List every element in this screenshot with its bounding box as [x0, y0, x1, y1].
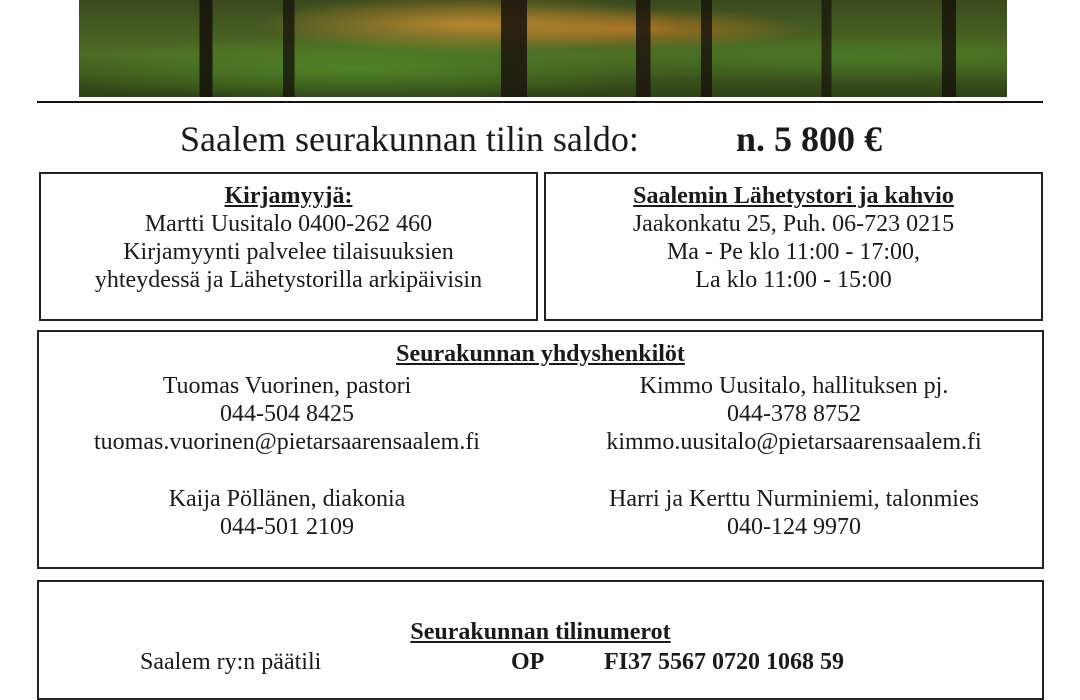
account-name: Saalem ry:n päätili	[140, 649, 322, 675]
contact-person	[57, 372, 517, 456]
contact-phone: 040-124 9970	[727, 514, 861, 540]
contacts-heading: Seurakunnan yhdyshenkilöt	[396, 341, 685, 367]
contact-name: Kaija Pöllänen, diakonia	[168, 486, 406, 512]
mission-shop-heading: Saalemin Lähetystori ja kahvio	[633, 183, 954, 209]
contact-person	[57, 485, 517, 541]
contact-person	[564, 372, 1024, 456]
mission-shop-hours-saturday: La klo 11:00 - 15:00	[695, 267, 892, 293]
balance-value: n. 5 800 €	[736, 119, 883, 159]
mission-shop-box	[544, 172, 1043, 321]
contact-phone: 044-504 8425	[220, 401, 354, 427]
contact-email: kimmo.uusitalo@pietarsaarensaalem.fi	[606, 429, 982, 455]
account-iban: FI37 5567 0720 1068 59	[604, 649, 844, 675]
contact-phone: 044-501 2109	[220, 514, 354, 540]
contact-name: Harri ja Kerttu Nurminiemi, talonmies	[609, 486, 979, 512]
forest-header-photo	[79, 0, 1007, 97]
contact-phone: 044-378 8752	[727, 401, 861, 427]
bank-accounts-box	[37, 580, 1044, 700]
mission-shop-address: Jaakonkatu 25, Puh. 06-723 0215	[632, 211, 955, 237]
contact-name: Tuomas Vuorinen, pastori	[162, 373, 412, 399]
contacts-box	[37, 330, 1044, 569]
bookseller-contact: Martti Uusitalo 0400-262 460	[144, 211, 433, 237]
contact-person	[564, 485, 1024, 541]
contact-name: Kimmo Uusitalo, hallituksen pj.	[639, 373, 949, 399]
header-divider	[37, 101, 1043, 103]
bookseller-box	[39, 172, 538, 321]
bank-accounts-heading: Seurakunnan tilinumerot	[410, 619, 671, 645]
bookseller-heading: Kirjamyyjä:	[224, 183, 353, 209]
bookseller-info-line: yhteydessä ja Lähetystorilla arkipäivisin	[94, 267, 483, 293]
bookseller-info-line: Kirjamyynti palvelee tilaisuuksien	[123, 239, 454, 265]
balance-line	[0, 112, 1080, 166]
contact-email: tuomas.vuorinen@pietarsaarensaalem.fi	[94, 429, 480, 455]
account-bank: OP	[511, 649, 545, 675]
balance-label: Saalem seurakunnan tilin saldo:	[180, 119, 639, 159]
mission-shop-hours-weekday: Ma - Pe klo 11:00 - 17:00,	[666, 239, 921, 265]
